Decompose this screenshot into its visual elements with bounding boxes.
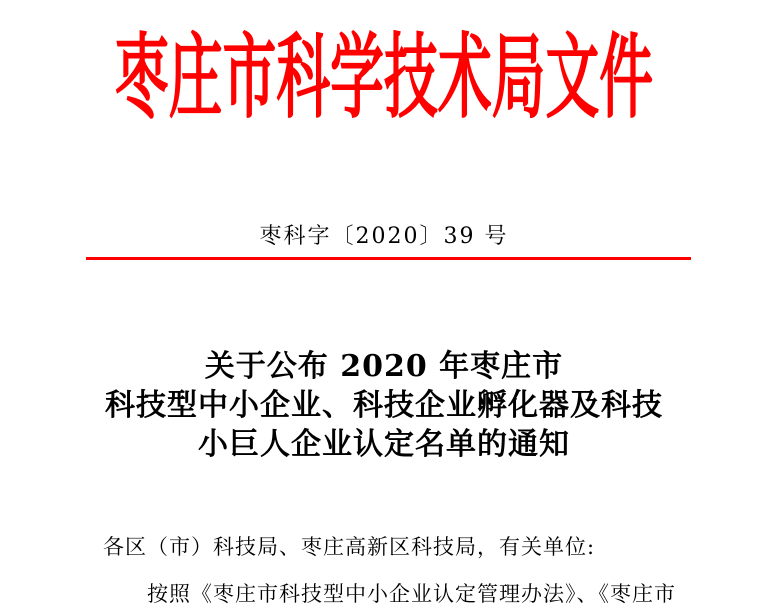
agency-title: 枣庄市科学技术局文件 <box>114 23 654 131</box>
document-body <box>103 531 683 608</box>
notice-title-line-1: 关于公布 2020 年枣庄市 <box>204 349 564 384</box>
notice-title <box>0 347 768 464</box>
notice-title-line-2: 科技型中小企业、科技企业孵化器及科技 <box>105 388 663 423</box>
document-number: 枣科字〔2020〕39 号 <box>259 224 509 249</box>
salutation-line: 各区（市）科技局、枣庄高新区科技局，有关单位: <box>103 535 596 559</box>
notice-title-line-3: 小巨人企业认定名单的通知 <box>198 427 570 462</box>
body-paragraph-first-line: 按照《枣庄市科技型中小企业认定管理办法》、《枣庄市 <box>147 582 676 606</box>
masthead <box>0 23 768 131</box>
red-divider-line <box>86 257 691 260</box>
